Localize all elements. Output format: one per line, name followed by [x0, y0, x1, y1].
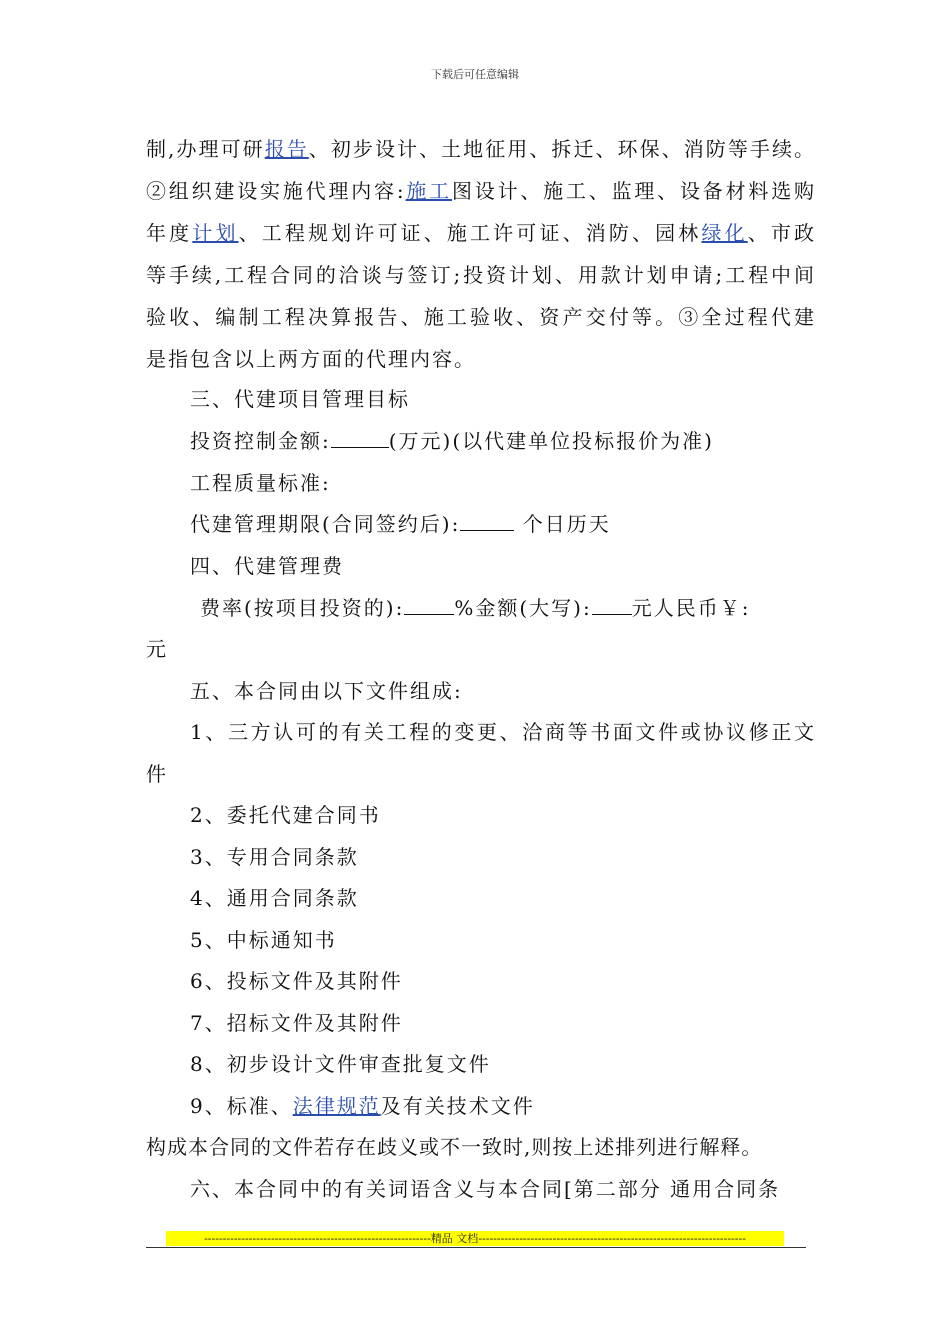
link-construction[interactable]: 施工 — [405, 179, 452, 203]
paragraph-line: 验收、编制工程决算报告、施工验收、资产交付等。③全过程代建 — [146, 305, 816, 329]
paragraph-line: 是指包含以上两方面的代理内容。 — [146, 347, 476, 371]
text-segment: 、工程规划许可证、施工许可证、消防、园林 — [238, 221, 702, 245]
list-item: 6、投标文件及其附件 — [190, 969, 403, 993]
link-legal-norms[interactable]: 法律规范 — [292, 1094, 381, 1118]
text-segment: 代建管理期限(合同签约后): — [190, 512, 461, 536]
fill-blank[interactable] — [404, 596, 454, 615]
section-heading: 四、代建管理费 — [190, 554, 344, 578]
text-segment: 元人民币￥: — [631, 596, 751, 620]
paragraph-line: 元 — [146, 637, 168, 661]
link-greening[interactable]: 绿化 — [701, 221, 748, 245]
footer-label: 精品 文档 — [430, 1232, 479, 1245]
list-item — [190, 1091, 816, 1121]
list-item: 4、通用合同条款 — [190, 886, 359, 910]
section-heading: 三、代建项目管理目标 — [190, 387, 410, 411]
paragraph-line — [190, 426, 816, 456]
link-report[interactable]: 报告 — [264, 137, 309, 161]
paragraph-line — [146, 218, 816, 248]
text-segment: %金额(大写): — [454, 596, 592, 620]
text-segment: 个日历天 — [514, 512, 611, 536]
text-segment: 年度 — [146, 221, 193, 245]
section-heading: 五、本合同由以下文件组成: — [190, 679, 463, 703]
text-segment: ②组织建设实施代理内容: — [146, 179, 406, 203]
text-segment: 图设计、施工、监理、设备材料选购 — [451, 179, 816, 203]
list-item: 2、委托代建合同书 — [190, 803, 381, 827]
paragraph-line: 构成本合同的文件若存在歧义或不一致时,则按上述排列进行解释。 — [146, 1135, 763, 1159]
text-segment: (万元)(以代建单位投标报价为准) — [388, 429, 714, 453]
link-plan[interactable]: 计划 — [192, 221, 239, 245]
list-item: 7、招标文件及其附件 — [190, 1011, 403, 1035]
footer-rule — [146, 1247, 806, 1248]
list-item: 1、三方认可的有关工程的变更、洽商等书面文件或协议修正文 — [190, 720, 816, 744]
list-item: 3、专用合同条款 — [190, 845, 359, 869]
paragraph-line: 等手续,工程合同的洽谈与签订;投资计划、用款计划申请;工程中间 — [146, 263, 816, 287]
text-segment: 9、标准、 — [190, 1094, 293, 1118]
list-item: 8、初步设计文件审查批复文件 — [190, 1052, 491, 1076]
text-segment: 、市政 — [747, 221, 817, 245]
list-item: 5、中标通知书 — [190, 928, 337, 952]
text-segment: 制,办理可研 — [146, 137, 265, 161]
fill-blank[interactable] — [592, 596, 632, 615]
fill-blank[interactable] — [331, 429, 389, 448]
footer-dashes: ------------------------------------------------------------------------ — [478, 1232, 746, 1245]
text-segment: 费率(按项目投资的): — [200, 596, 405, 620]
paragraph-line — [146, 134, 816, 164]
page-header: 下载后可任意编辑 — [431, 68, 519, 81]
paragraph-line — [200, 593, 816, 623]
paragraph-line — [190, 509, 816, 539]
paragraph-line: 工程质量标准: — [190, 471, 331, 495]
text-segment: 、初步设计、土地征用、拆迁、环保、消防等手续。 — [308, 137, 816, 161]
footer-dashes: ------------------------------------------------------------- — [204, 1232, 431, 1245]
section-heading: 六、本合同中的有关词语含义与本合同[第二部分 通用合同条 — [190, 1177, 781, 1201]
text-segment: 及有关技术文件 — [380, 1094, 535, 1118]
list-item-continuation: 件 — [146, 762, 168, 786]
footer-banner — [166, 1231, 784, 1246]
paragraph-line — [146, 176, 816, 206]
text-segment: 投资控制金额: — [190, 429, 331, 453]
fill-blank[interactable] — [460, 512, 514, 531]
